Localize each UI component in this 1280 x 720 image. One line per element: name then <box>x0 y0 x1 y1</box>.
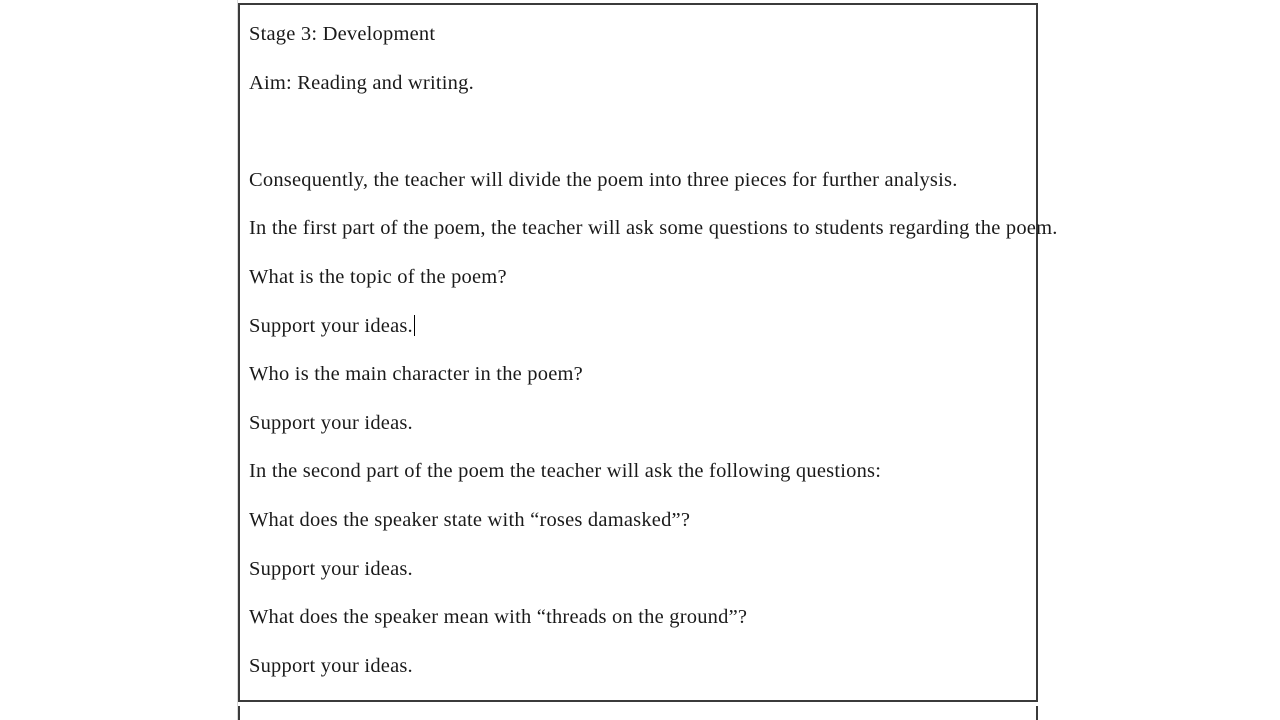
paragraph-support-1[interactable] <box>249 314 1030 338</box>
paragraph-consequently[interactable]: Consequently, the teacher will divide the poem into three pieces for further analysis. <box>249 168 958 191</box>
paragraph-question-threads[interactable]: What does the speaker mean with “threads on the ground”? <box>249 606 748 629</box>
paragraph-question-character[interactable]: Who is the main character in the poem? <box>249 363 583 386</box>
paragraph-question-roses[interactable]: What does the speaker state with “roses damasked”? <box>249 508 691 531</box>
paragraph-second-part[interactable]: In the second part of the poem the teacher will ask the following questions: <box>249 460 882 483</box>
paragraph-aim[interactable]: Aim: Reading and writing. <box>249 71 474 94</box>
cell-text-body[interactable] <box>249 5 1058 702</box>
text-caret <box>414 315 415 336</box>
paragraph-question-topic[interactable]: What is the topic of the poem? <box>249 265 507 288</box>
paragraph-support-2[interactable]: Support your ideas. <box>249 411 413 434</box>
table-cell-stage3[interactable] <box>238 3 1058 702</box>
paragraph-support-1-text: Support your ideas. <box>249 314 413 337</box>
paragraph-first-part[interactable]: In the first part of the poem, the teacher will ask some questions to students regarding the poem. <box>249 217 1058 240</box>
paragraph-blank[interactable] <box>249 119 1030 143</box>
paragraph-support-3[interactable]: Support your ideas. <box>249 557 413 580</box>
paragraph-stage-heading[interactable]: Stage 3: Development <box>249 23 436 45</box>
paragraph-support-4[interactable]: Support your ideas. <box>249 654 413 677</box>
cell-top-spacer <box>249 5 1030 22</box>
table-row-next[interactable] <box>238 706 1038 720</box>
